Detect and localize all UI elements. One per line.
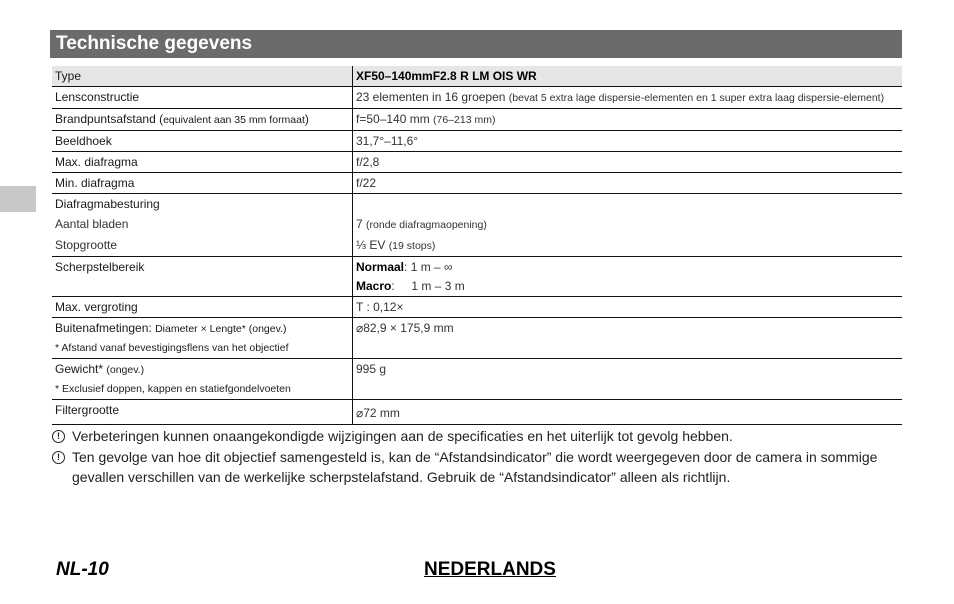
spec-sublabel: Aantal bladen <box>52 214 353 235</box>
spec-label: Max. diafragma <box>52 152 353 173</box>
spec-value: 995 g <box>353 359 903 400</box>
spec-label: Max. vergroting <box>52 297 353 318</box>
spec-value <box>353 109 903 131</box>
spec-label-close: ) <box>304 112 309 126</box>
focus-normal-key: Normaal <box>356 260 405 274</box>
weight-label-line <box>55 361 349 378</box>
caution-icon: ! <box>52 451 65 464</box>
spec-value: ⌀72 mm <box>353 400 903 425</box>
spec-label-note: equivalent aan 35 mm formaat <box>163 114 305 126</box>
spec-value-empty <box>353 194 903 215</box>
notes-section <box>52 426 904 488</box>
spec-label <box>52 318 353 359</box>
spec-value-main: f=50–140 mm <box>356 112 434 126</box>
spec-label <box>52 109 353 131</box>
spec-value: 31,7°–11,6° <box>353 131 903 152</box>
spec-value: f/2,8 <box>353 152 903 173</box>
spec-row-focus-range <box>52 257 902 297</box>
spec-value-main: 23 elementen in 16 groepen <box>356 90 509 104</box>
page-number: NL-10 <box>56 559 109 580</box>
side-tab-marker <box>0 186 36 212</box>
section-title: Technische gegevens <box>50 30 902 58</box>
spec-label: Beeldhoek <box>52 131 353 152</box>
focus-normal-value: : 1 m – ∞ <box>404 260 453 274</box>
spec-row-weight <box>52 359 902 400</box>
spec-row-dimensions <box>52 318 902 359</box>
spec-sublabel: Stopgrootte <box>52 235 353 257</box>
spec-value: f/22 <box>353 173 903 194</box>
spec-label: Filtergrootte <box>52 400 353 425</box>
spec-label: Lensconstructie <box>52 87 353 109</box>
spec-value-main: ⅓ EV <box>356 238 389 252</box>
spec-label-main: Brandpuntsafstand ( <box>55 112 164 126</box>
note-text: Ten gevolge van hoe dit objectief samengesteld is, kan de “Afstandsindicator” die wordt weergegeven door de camera in sommige gevallen verschillen van de werkelijke scherpstelafstand. Gebruik de “Afstandsindicator” alleen als richtlijn. <box>72 449 878 485</box>
spec-value-note: (19 stops) <box>388 240 436 252</box>
note-item <box>52 447 904 487</box>
spec-row-aperture-control <box>52 194 902 215</box>
spec-label: Min. diafragma <box>52 173 353 194</box>
spec-row-focal <box>52 109 902 131</box>
spec-value-note: (bevat 5 extra lage dispersie-elementen en 1 super extra laag dispersie-element) <box>508 92 885 104</box>
spec-row-filter <box>52 400 902 425</box>
spec-label: Diafragmabesturing <box>52 194 353 215</box>
spec-row-angle <box>52 131 902 152</box>
note-text: Verbeteringen kunnen onaangekondigde wijzigingen aan de specificaties en het uiterlijk tot gevolg hebben. <box>72 428 733 444</box>
spec-value <box>353 257 903 297</box>
focus-macro-key: Macro <box>356 279 392 293</box>
spec-value: ⌀82,9 × 175,9 mm <box>353 318 903 359</box>
spec-row-type <box>52 66 902 87</box>
spec-value <box>353 235 903 257</box>
spec-label-note: Diameter × Lengte* (ongev.) <box>155 323 287 335</box>
spec-label: Scherpstelbereik <box>52 257 353 297</box>
caution-icon: ! <box>52 430 65 443</box>
spec-value <box>353 214 903 235</box>
focus-normal-line <box>356 259 899 275</box>
spec-value-note: (ronde diafragmaopening) <box>366 219 487 231</box>
spec-row-lens <box>52 87 902 109</box>
focus-macro-line <box>356 278 899 294</box>
spec-label: Type <box>52 66 353 87</box>
spec-row-blades <box>52 214 902 235</box>
spec-value <box>353 87 903 109</box>
spec-label-main: Buitenafmetingen: <box>55 321 156 335</box>
spec-row-magnification <box>52 297 902 318</box>
spec-value: T : 0,12× <box>353 297 903 318</box>
spec-value-main: 7 <box>356 217 367 231</box>
spec-label-main: Gewicht* <box>55 362 107 376</box>
dim-label-line <box>55 320 349 337</box>
spec-row-max-aperture <box>52 152 902 173</box>
spec-label-note: (ongev.) <box>106 364 145 376</box>
spec-value: XF50–140mmF2.8 R LM OIS WR <box>353 66 903 87</box>
language-label: NEDERLANDS <box>424 559 556 580</box>
spec-label <box>52 359 353 400</box>
spec-row-stops <box>52 235 902 257</box>
spec-footnote: * Afstand vanaf bevestigingsflens van het objectief <box>55 342 289 354</box>
focus-macro-value: : 1 m – 3 m <box>391 279 465 293</box>
spec-footnote: * Exclusief doppen, kappen en statiefgondelvoeten <box>55 383 291 395</box>
spec-row-min-aperture <box>52 173 902 194</box>
spec-value-note: (76–213 mm) <box>433 114 496 126</box>
specs-table <box>52 66 902 425</box>
note-item <box>52 426 904 446</box>
